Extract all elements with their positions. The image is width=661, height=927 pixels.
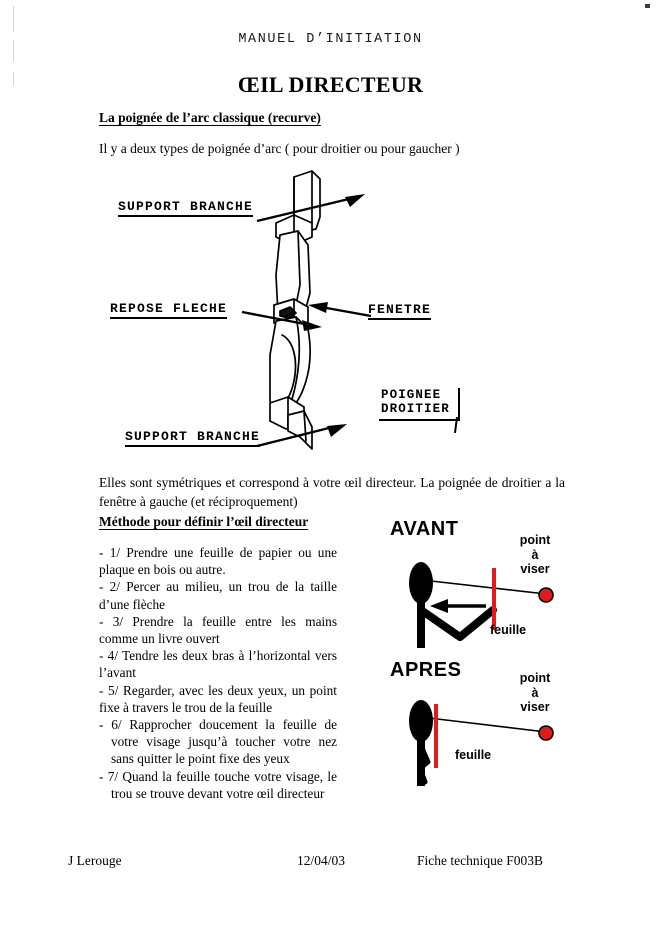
poignee-line-2: DROITIER [381,401,450,416]
callout-repose-fleche [110,301,227,319]
leader-line-support-bottom [255,422,365,450]
aim-label-line-2: à [531,685,539,700]
document-header: MANUEL D’INITIATION [238,32,423,47]
aim-label-line-3: viser [520,700,550,714]
sheet-label-apres: feuille [455,748,492,762]
callout-label-text: FENETRE [368,302,431,320]
leader-line-poignee [379,415,459,435]
callout-support-branche-bottom [125,429,260,447]
page-title: ŒIL DIRECTEUR [237,72,424,97]
handle-paragraph: Elles sont symétriques et correspond à votre œil directeur. La poignée de droitier a la fenêtre à gauche (et réciproquement) [99,475,565,509]
scan-artifact-mark [645,4,650,8]
callout-fenetre [368,302,431,320]
list-item: - 5/ Regarder, avec les deux yeux, un point fixe à travers le trou de la feuille [99,682,337,715]
footer-date: 12/04/03 [297,853,346,868]
eye-diagram-avant-figure [398,558,558,648]
aim-label-line-3: viser [520,562,550,576]
aim-label-line-1: point [519,671,551,685]
aim-label-line-1: point [519,533,551,547]
poignee-line-1: POIGNEE [381,388,442,402]
list-item: - 6/ Rapprocher doucement la feuille de votre visage jusqu’à toucher votre nez sans quitter le point fixe des yeux [99,717,337,767]
sheet-label-avant: feuille [490,623,527,637]
list-item: - 2/ Percer au milieu, un trou de la taille d’une flèche [99,579,337,612]
leader-line-fenetre [305,300,375,322]
aim-label-line-2: à [531,547,539,562]
callout-support-branche-top [118,199,253,217]
scan-artifact-line [13,6,14,32]
document-footer [0,853,661,873]
list-item: - 3/ Prendre la feuille entre les mains comme un livre ouvert [99,613,337,647]
method-steps-list [99,544,337,802]
eye-diagram-apres-figure [398,696,558,786]
leader-line-support-top [255,193,370,225]
diagram-title-apres: APRES [390,659,462,681]
callout-label-text: REPOSE FLECHE [110,301,227,319]
section-heading-method: Méthode pour définir l’œil directeur [99,514,309,529]
callout-label-text: SUPPORT BRANCHE [125,429,260,447]
list-item: - 1/ Prendre une feuille de papier ou une plaque en bois ou autre. [99,545,337,578]
section-heading-handle: La poignée de l’arc classique (recurve) [99,110,321,125]
list-item: - 4/ Tendre les deux bras à l’horizontal vers l’avant [99,648,337,681]
diagram-title-avant: AVANT [390,518,459,540]
callout-label-text: SUPPORT BRANCHE [118,199,253,217]
footer-reference: Fiche technique F003B [417,853,543,868]
list-item: - 7/ Quand la feuille touche votre visage, le trou se trouve devant votre œil directeur [99,768,337,801]
footer-author: J Lerouge [68,853,122,868]
handle-intro-text: Il y a deux types de poignée d’arc ( pour droitier ou pour gaucher ) [99,141,460,156]
